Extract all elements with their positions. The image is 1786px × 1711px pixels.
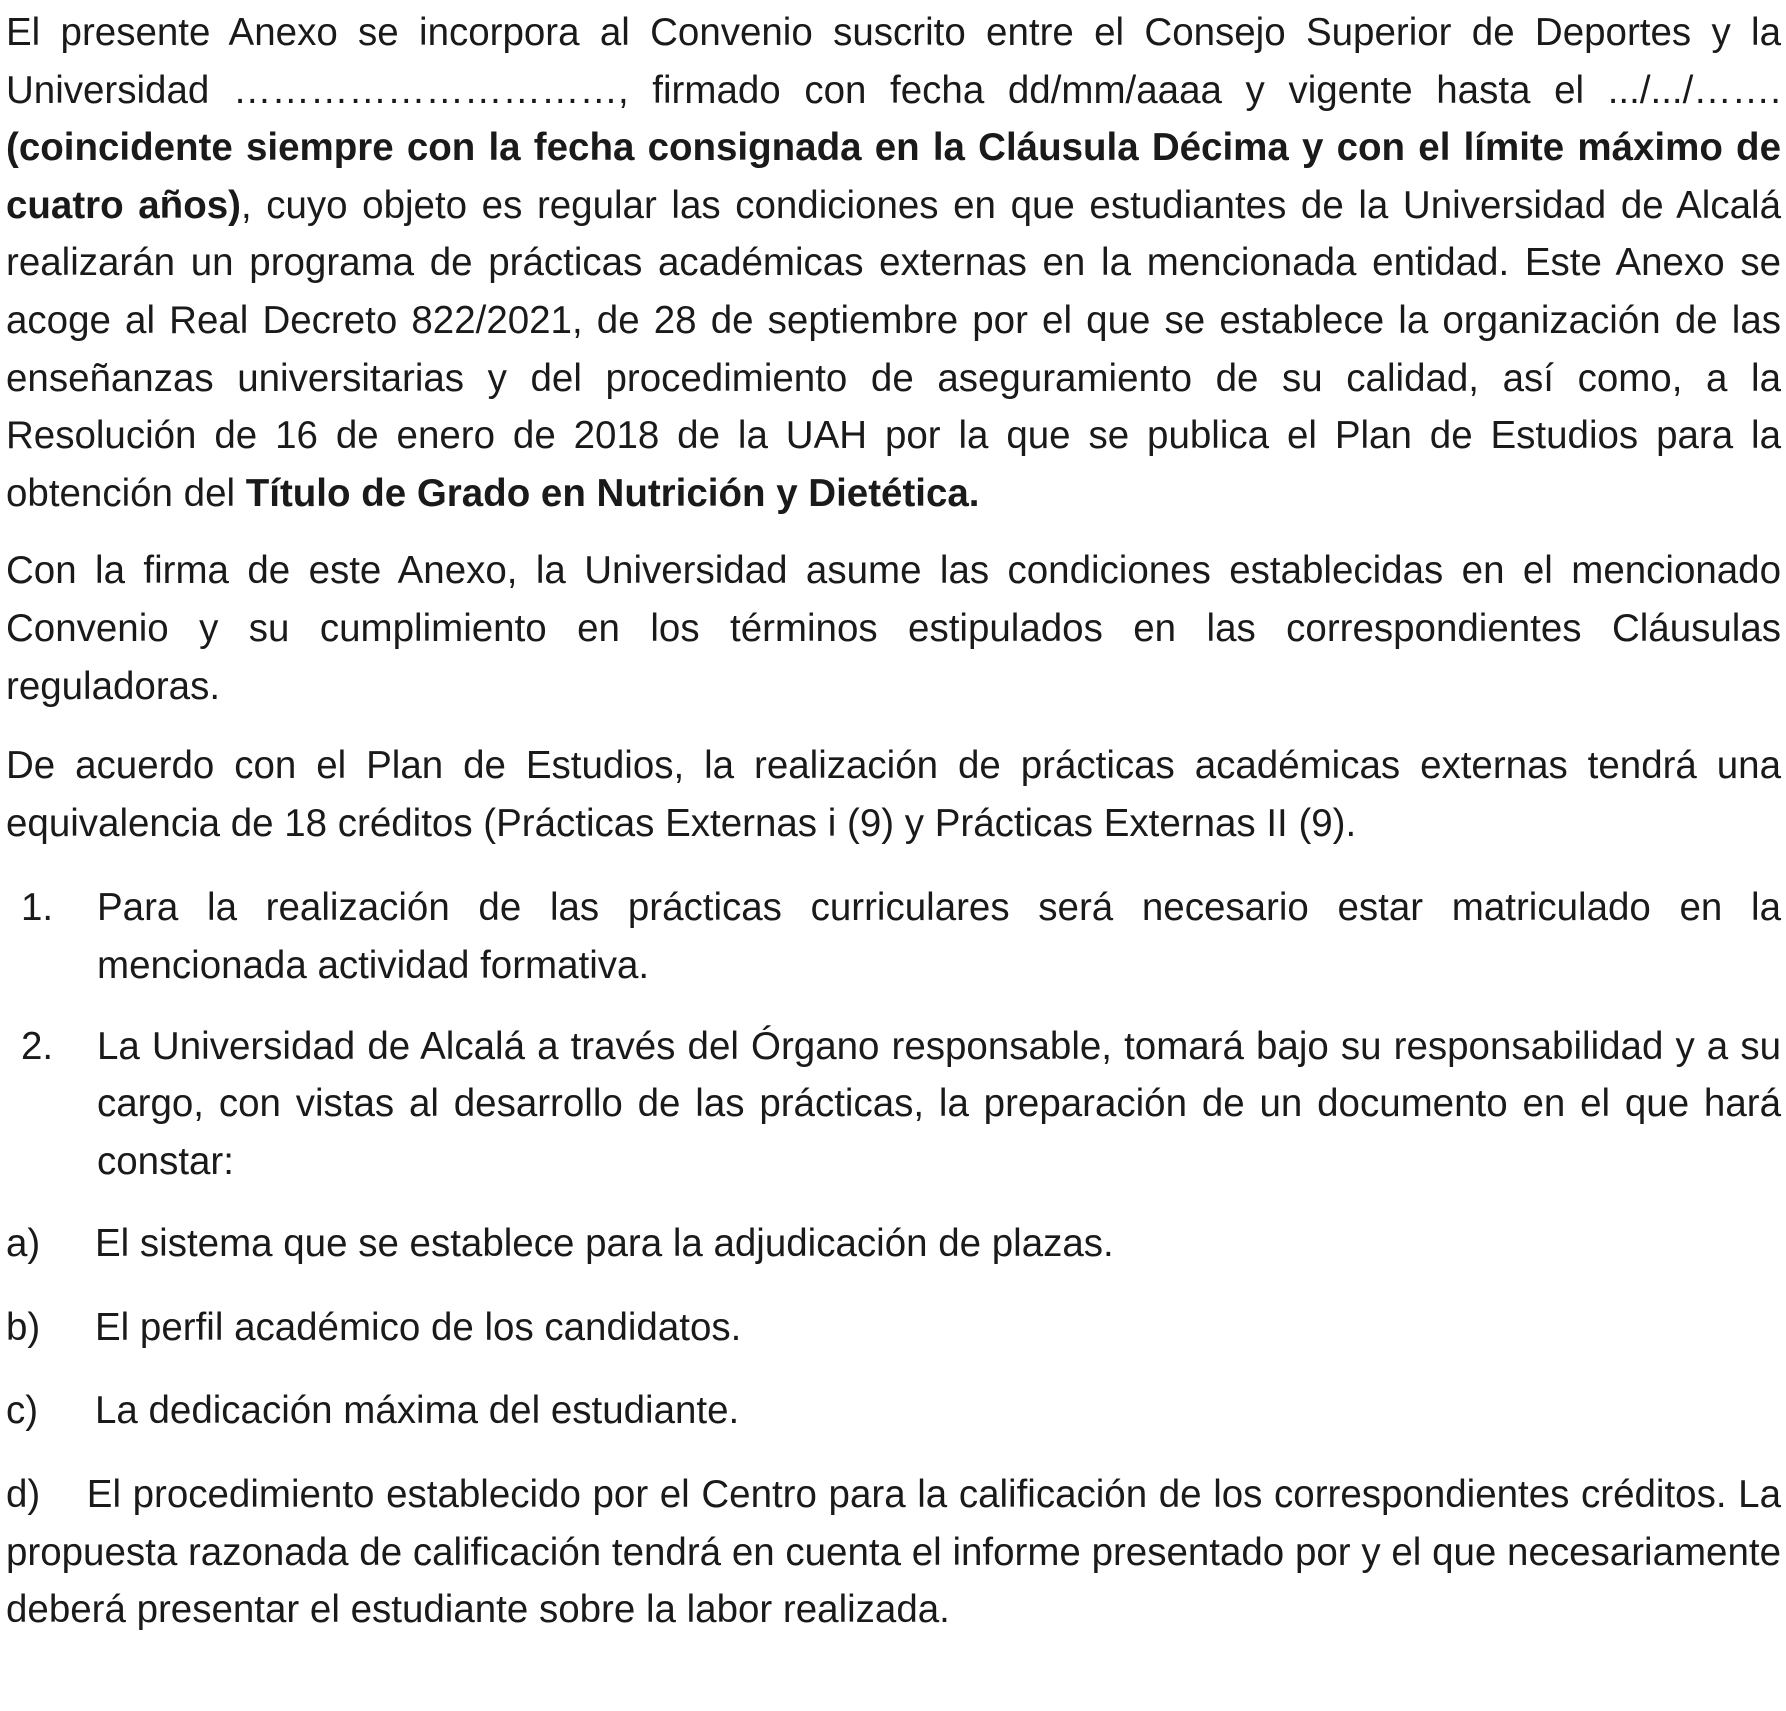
intro-bold-2: Título de Grado en Nutrición y Dietética. [245, 471, 980, 515]
item-number: 1. [21, 886, 54, 930]
paragraph-intro [6, 4, 1781, 522]
item-text: El procedimiento establecido por el Centro para la calificación de los correspondientes créditos. La propuesta razonada de calificación tendrá en cuenta el informe presentado por y el que necesariamente deberá presentar el estudiante sobre la labor realizada. [6, 1473, 1781, 1632]
lettered-item-b [6, 1299, 1781, 1357]
paragraph-creditos: De acuerdo con el Plan de Estudios, la realización de prácticas académicas externas tendrá una equivalencia de 18 créditos (Prácticas Externas i (9) y Prácticas Externas II (9). [6, 744, 1781, 845]
document-body [6, 4, 1781, 1639]
paragraph-firma: Con la firma de este Anexo, la Universidad asume las condiciones establecidas en el mencionado Convenio y su cumplimiento en los términos estipulados en las correspondientes Cláusulas reguladoras. [6, 549, 1781, 708]
item-text: La dedicación máxima del estudiante. [95, 1389, 740, 1433]
item-number: 2. [21, 1024, 54, 1068]
lettered-item-d [6, 1466, 1781, 1639]
item-letter: d) [6, 1473, 41, 1517]
intro-bold-1: (coincidente siempre con la fecha consignada en la Cláusula Décima y con el límite máximo de cuatro años) [6, 126, 1781, 227]
lettered-item-c [6, 1382, 1781, 1440]
item-letter: c) [6, 1389, 39, 1433]
item-text: Para la realización de las prácticas curriculares será necesario estar matriculado en la mencionada actividad formativa. [97, 886, 1781, 987]
item-letter: a) [6, 1222, 41, 1266]
item-text: El sistema que se establece para la adjudicación de plazas. [95, 1222, 1114, 1266]
item-text: La Universidad de Alcalá a través del Órgano responsable, tomará bajo su responsabilidad y a su cargo, con vistas al desarrollo de las prácticas, la preparación de un documento en el que hará constar: [97, 1024, 1781, 1183]
numbered-item-1 [6, 879, 1781, 994]
intro-text-2: , cuyo objeto es regular las condiciones en que estudiantes de la Universidad de Alcalá realizarán un programa de prácticas académicas externas en la mencionada entidad. Este Anexo se acoge al Real Decreto 822/2021, de 28 de septiembre por el que se establece la organización de las enseñanzas universitarias y del procedimiento de aseguramiento de su calidad, así como, a la Resolución de 16 de enero de 2018 de la UAH por la que se publica el Plan de Estudios para la obtención del [6, 183, 1781, 515]
numbered-item-2 [6, 1018, 1781, 1191]
item-letter: b) [6, 1305, 41, 1349]
item-text: El perfil académico de los candidatos. [95, 1305, 742, 1349]
intro-text-1: El presente Anexo se incorpora al Convenio suscrito entre el Consejo Superior de Deportes y la Universidad …………………………, firmado con fecha dd/mm/aaaa y vigente hasta el .../.../……. [6, 11, 1781, 112]
lettered-item-a [6, 1215, 1781, 1273]
